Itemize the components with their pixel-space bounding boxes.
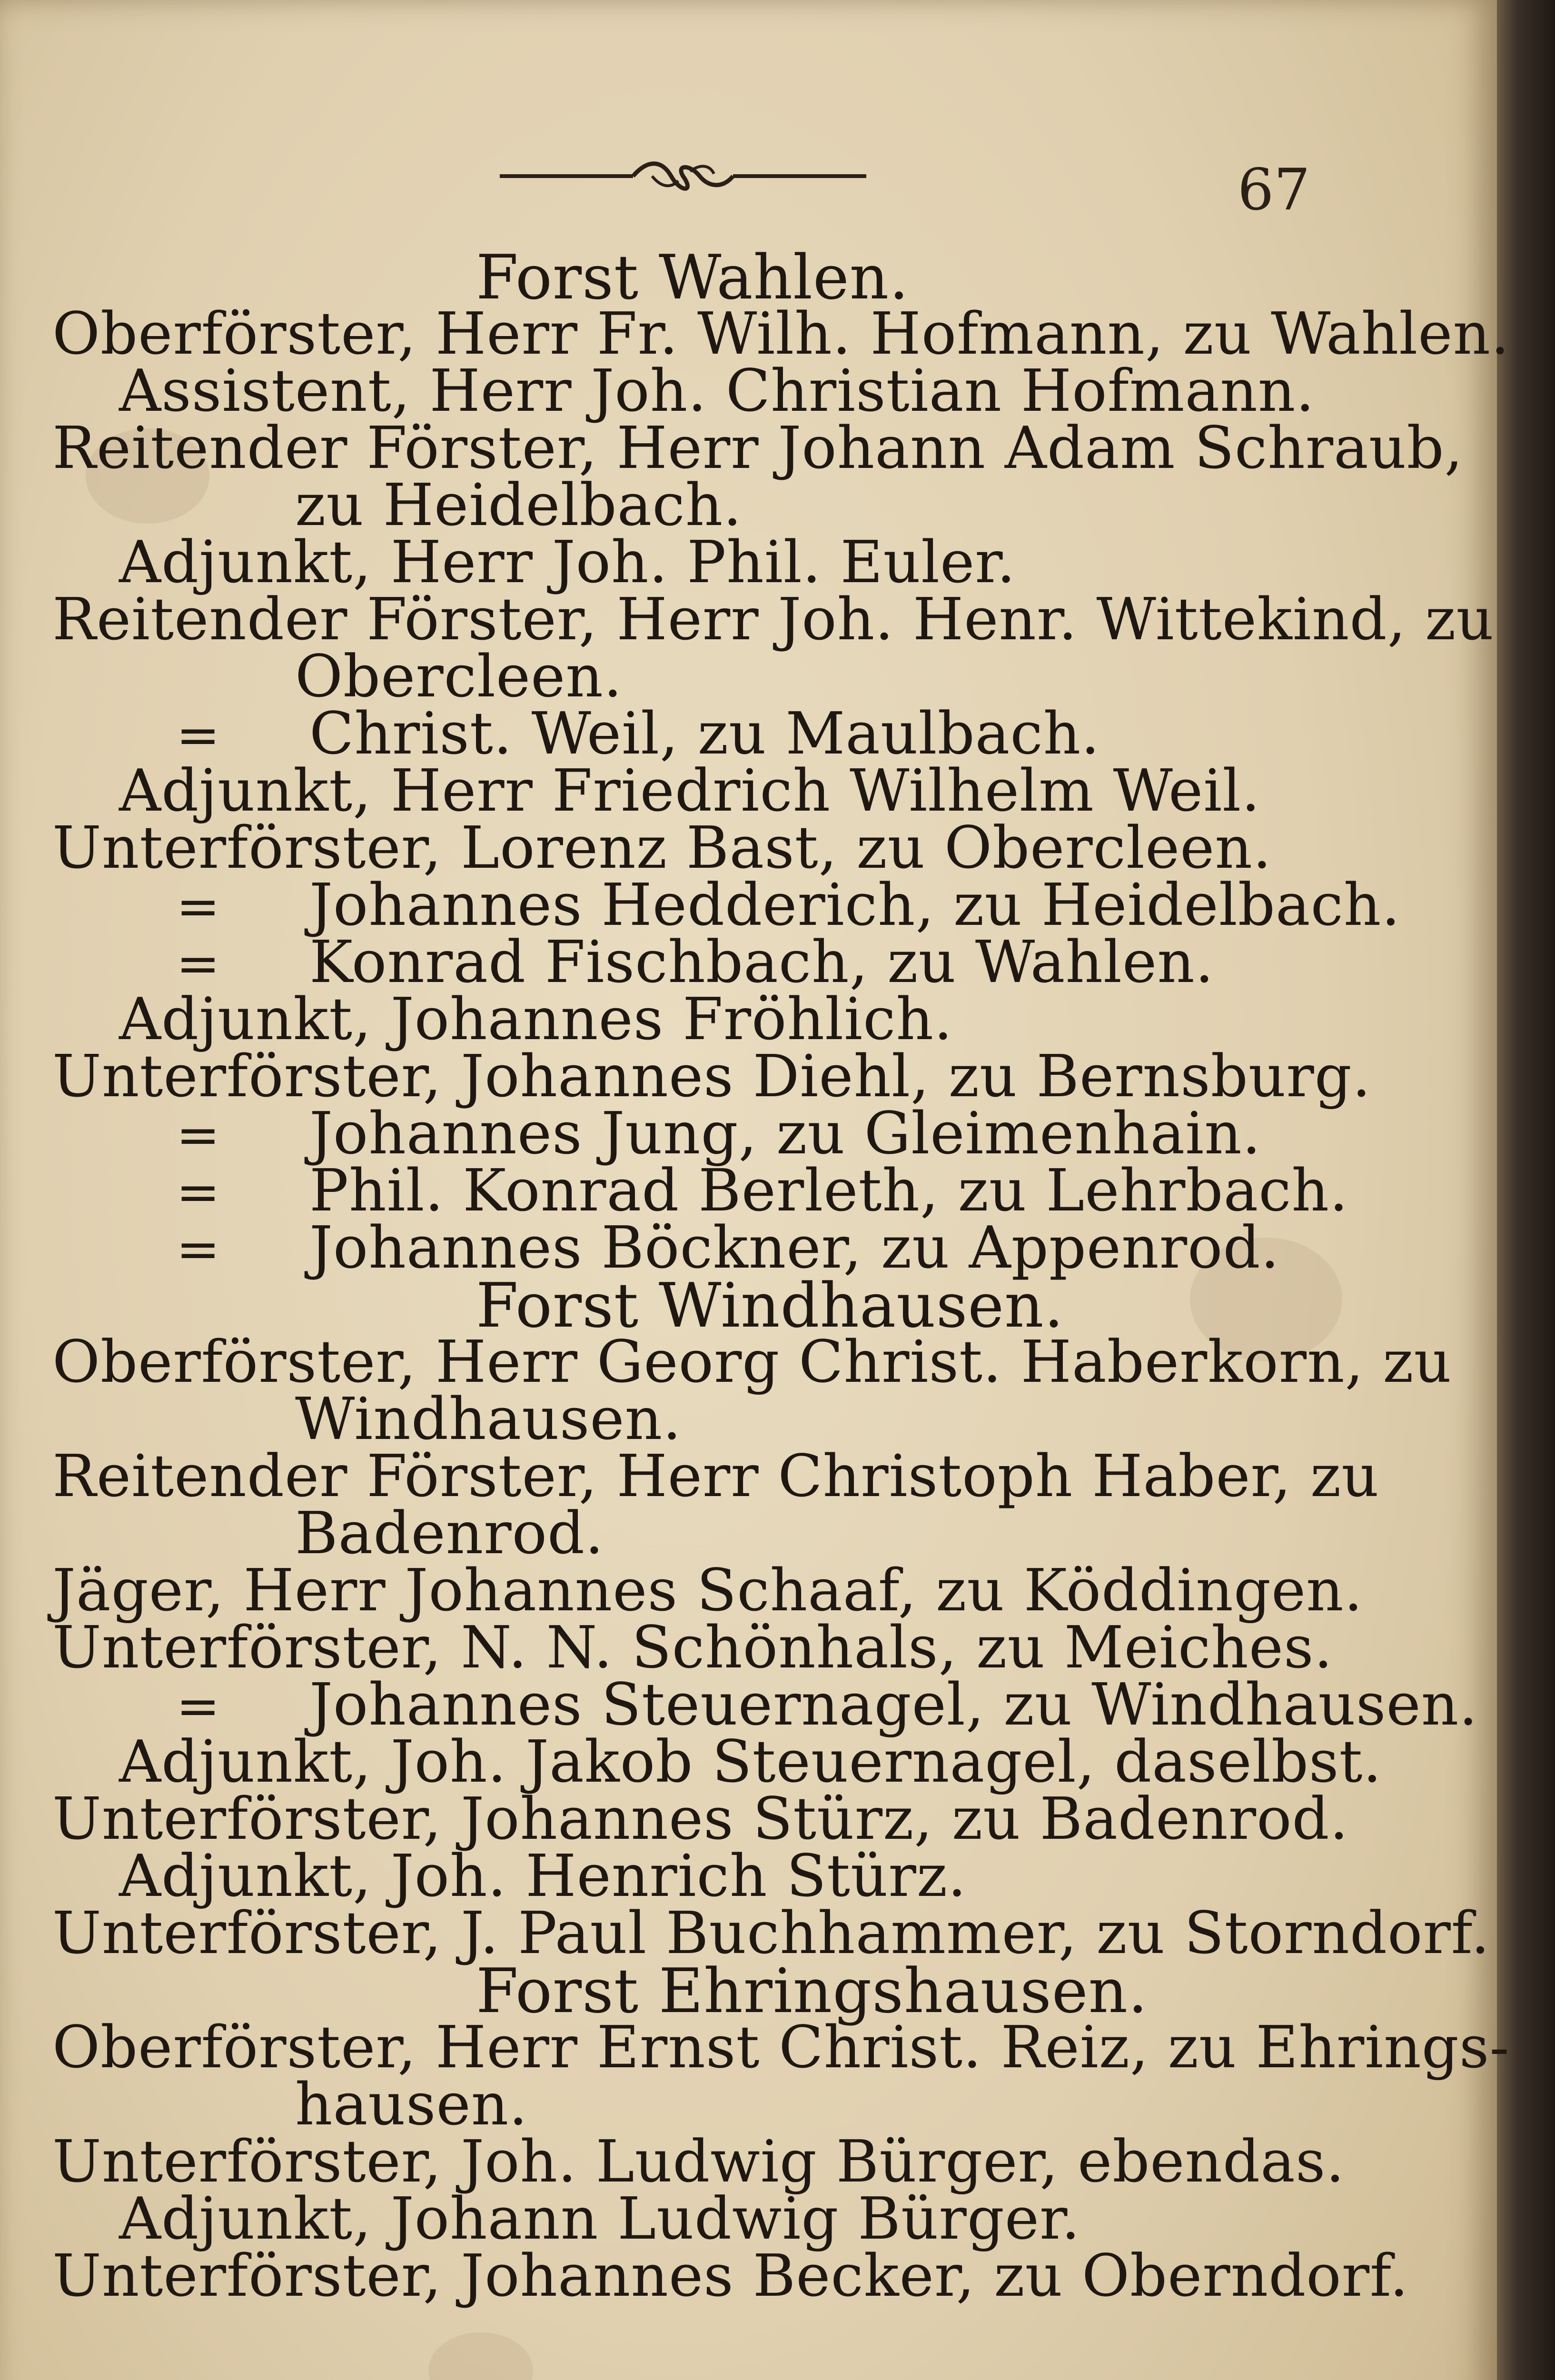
register-line: Johannes Böckner, zu Appenrod. bbox=[309, 1214, 1280, 1281]
register-line: Konrad Fischbach, zu Wahlen. bbox=[309, 928, 1214, 996]
register-line: Unterförster, Johannes Becker, zu Oberndorf. bbox=[52, 2242, 1409, 2310]
register-line: Adjunkt, Joh. Jakob Steuernagel, daselbst. bbox=[119, 1728, 1382, 1795]
register-line: Christ. Weil, zu Maulbach. bbox=[309, 700, 1100, 767]
register-line: Johannes Hedderich, zu Heidelbach. bbox=[309, 871, 1401, 939]
section-heading: Forst Wahlen. bbox=[476, 242, 909, 313]
page-number: 67 bbox=[1238, 157, 1310, 223]
register-line: Obercleen. bbox=[295, 643, 623, 710]
register-line: Reitender Förster, Herr Joh. Henr. Wittekind, zu bbox=[52, 585, 1495, 653]
ditto-mark: = bbox=[176, 876, 220, 937]
register-line: Johannes Steuernagel, zu Windhausen. bbox=[309, 1671, 1478, 1738]
register-line: Reitender Förster, Herr Johann Adam Schraub, bbox=[52, 414, 1464, 482]
register-line: Adjunkt, Herr Joh. Phil. Euler. bbox=[119, 528, 1016, 596]
register-line: Unterförster, N. N. Schönhals, zu Meiches. bbox=[52, 1614, 1333, 1681]
register-line: Unterförster, Joh. Ludwig Bürger, ebendas. bbox=[52, 2128, 1345, 2195]
ditto-mark: = bbox=[176, 1104, 220, 1165]
ditto-mark: = bbox=[176, 1219, 220, 1279]
register-line: Oberförster, Herr Fr. Wilh. Hofmann, zu Wahlen. bbox=[52, 300, 1510, 367]
register-line: Unterförster, Johannes Diehl, zu Bernsburg. bbox=[52, 1042, 1371, 1110]
ditto-mark: = bbox=[176, 1161, 220, 1222]
register-line: zu Heidelbach. bbox=[295, 471, 743, 539]
register-line: hausen. bbox=[295, 2071, 528, 2138]
register-line: Johannes Jung, zu Gleimenhain. bbox=[309, 1100, 1261, 1167]
register-line: Adjunkt, Johannes Fröhlich. bbox=[119, 985, 953, 1053]
register-line: Jäger, Herr Johannes Schaaf, zu Köddingen. bbox=[52, 1557, 1363, 1624]
section-heading: Forst Windhausen. bbox=[476, 1270, 1064, 1341]
register-line: Adjunkt, Herr Friedrich Wilhelm Weil. bbox=[119, 757, 1261, 824]
register-line: Windhausen. bbox=[295, 1385, 682, 1453]
register-line: Assistent, Herr Joh. Christian Hofmann. bbox=[119, 357, 1315, 425]
register-line: Phil. Konrad Berleth, zu Lehrbach. bbox=[309, 1157, 1348, 1224]
register-line: Unterförster, Johannes Stürz, zu Badenrod. bbox=[52, 1785, 1349, 1853]
register-line: Oberförster, Herr Georg Christ. Haberkorn, zu bbox=[52, 1328, 1452, 1396]
register-line: Badenrod. bbox=[295, 1499, 604, 1567]
section-heading: Forst Ehringshausen. bbox=[476, 1956, 1148, 2027]
register-line: Unterförster, Lorenz Bast, zu Obercleen. bbox=[52, 814, 1272, 882]
register-line: Oberförster, Herr Ernst Christ. Reiz, zu Ehrings- bbox=[52, 2013, 1510, 2081]
ditto-mark: = bbox=[176, 1676, 220, 1736]
register-line: Adjunkt, Johann Ludwig Bürger. bbox=[119, 2185, 1080, 2252]
ditto-mark: = bbox=[176, 933, 220, 994]
register-line: Unterförster, J. Paul Buchhammer, zu Storndorf. bbox=[52, 1899, 1490, 1967]
ditto-mark: = bbox=[176, 704, 220, 765]
register-line: Reitender Förster, Herr Christoph Haber, zu bbox=[52, 1442, 1379, 1510]
register-line: Adjunkt, Joh. Henrich Stürz. bbox=[119, 1842, 967, 1910]
